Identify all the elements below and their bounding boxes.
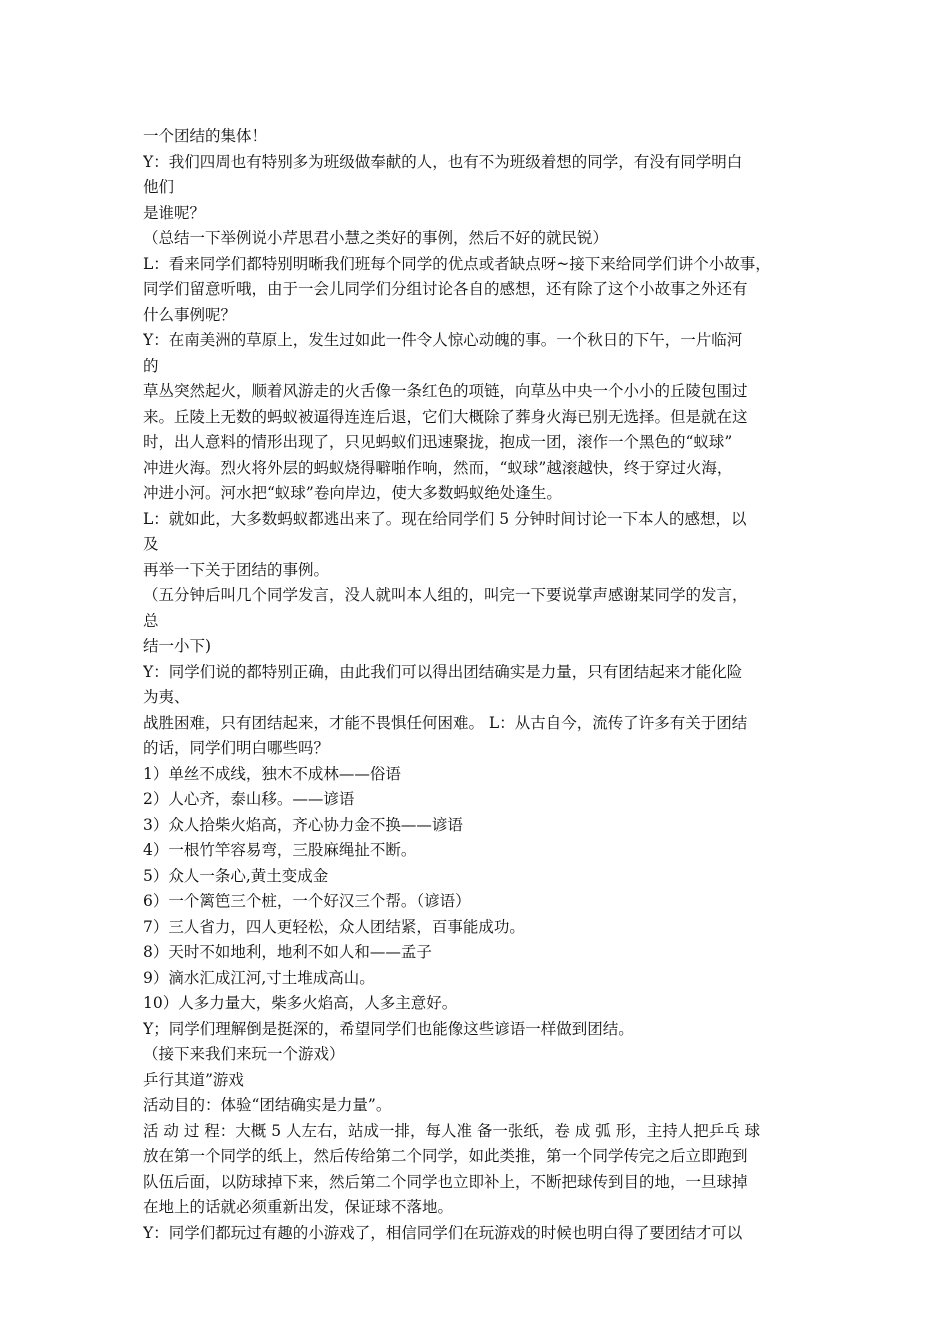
text-line: 在地上的话就必须重新出发，保证球不落地。 <box>143 1198 454 1216</box>
text-line: 再举一下关于团结的事例。 <box>143 560 330 579</box>
list-item: 6）一个篱笆三个桩，一个好汉三个帮。（谚语） <box>143 892 471 910</box>
text-line: 为夷、 <box>143 688 190 706</box>
text-line: 的话，同学们明白哪些吗？ <box>143 739 330 757</box>
text-line: L：看来同学们都特别明晰我们班每个同学的优点或者缺点呀~接下来给同学们讲个小故事， <box>143 254 771 273</box>
text-line: 来。丘陵上无数的蚂蚁被逼得连连后退，它们大概除了葬身火海已别无选择。但是就在这 <box>143 407 748 426</box>
text-line: 的 <box>143 356 159 375</box>
list-item: 2）人心齐，泰山移。——谚语 <box>143 790 355 808</box>
text-line: 冲进小河。河水把“蚁球”卷向岸边，使大多数蚂蚁绝处逢生。 <box>143 484 562 502</box>
list-item: 8）天时不如地利，地利不如人和——孟子 <box>143 943 432 961</box>
list-item: 9）滴水汇成江河,寸土堆成高山。 <box>143 968 375 987</box>
list-item: 4）一根竹竿容易弯，三股麻绳扯不断。 <box>143 841 417 859</box>
text-line: 是谁呢？ <box>143 203 206 222</box>
text-line: （接下来我们来玩一个游戏） <box>143 1045 345 1063</box>
text-line: 冲进火海。烈火将外层的蚂蚁烧得噼啪作响，然而，“蚁球”越滚越快，终于穿过火海， <box>143 458 733 477</box>
text-line: Y：我们四周也有特别多为班级做奉献的人，也有不为班级着想的同学，有没有同学明白 <box>143 152 743 171</box>
text-line: 草丛突然起火，顺着风游走的火舌像一条红色的项链，向草丛中央一个小小的丘陵包围过 <box>143 382 748 400</box>
list-item: 10）人多力量大，柴多火焰高，人多主意好。 <box>143 994 458 1012</box>
text-line: Y：同学们都玩过有趣的小游戏了，相信同学们在玩游戏的时候也明白得了要团结才可以 <box>143 1223 743 1242</box>
text-line: （总结一下举例说小芹思君小慧之类好的事例，然后不好的就民锐） <box>143 229 609 247</box>
text-line: 乒行其道”游戏 <box>143 1070 244 1089</box>
text-line: 一个团结的集体！ <box>143 127 268 145</box>
text-line: 总 <box>143 611 159 630</box>
text-line: Y：在南美洲的草原上，发生过如此一件令人惊心动魄的事。一个秋日的下午，一片临河 <box>143 331 743 349</box>
text-line: 及 <box>143 535 159 553</box>
text-line: Y；同学们理解倒是挺深的，希望同学们也能像这些谚语一样做到团结。 <box>143 1019 634 1038</box>
text-line: L：就如此，大多数蚂蚁都逃出来了。现在给同学们 5 分钟时间讨论一下本人的感想，以 <box>143 509 747 528</box>
list-item: 1）单丝不成线，独木不成林——俗语 <box>143 764 401 783</box>
list-item: 5）众人一条心,黄土变成金 <box>143 866 329 885</box>
text-line: （五分钟后叫几个同学发言，没人就叫本人组的，叫完一下要说掌声感谢某同学的发言， <box>143 586 748 604</box>
text-line: 什么事例呢？ <box>143 305 237 324</box>
text-line: Y：同学们说的都特别正确，由此我们可以得出团结确实是力量，只有团结起来才能化险 <box>143 662 743 681</box>
document-body <box>143 124 815 1246</box>
text-line: 活 动 过 程：大概 5 人左右，站成一排，每人准 备一张纸，卷 成 弧 形，主持人把乒乓 球 <box>143 1121 761 1140</box>
text-line: 战胜困难，只有团结起来，才能不畏惧任何困难。 L：从古自今，流传了许多有关于团结 <box>143 713 748 732</box>
text-line: 结一小下) <box>143 637 212 655</box>
text-line: 时，出人意料的情形出现了，只见蚂蚁们迅速聚拢，抱成一团，滚作一个黑色的“蚁球” <box>143 433 733 451</box>
text-line: 他们 <box>143 178 175 196</box>
list-item: 7）三人省力，四人更轻松，众人团结紧，百事能成功。 <box>143 917 525 936</box>
list-item: 3）众人拾柴火焰高，齐心协力金不换——谚语 <box>143 815 463 834</box>
text-line: 同学们留意听哦，由于一会儿同学们分组讨论各自的感想，还有除了这个小故事之外还有 <box>143 280 748 298</box>
text-line: 活动目的：体验“团结确实是力量”。 <box>143 1096 392 1114</box>
text-line: 放在第一个同学的纸上，然后传给第二个同学，如此类推，第一个同学传完之后立即跑到 <box>143 1147 748 1165</box>
text-line: 队伍后面，以防球掉下来，然后第二个同学也立即补上，不断把球传到目的地，一旦球掉 <box>143 1172 748 1191</box>
